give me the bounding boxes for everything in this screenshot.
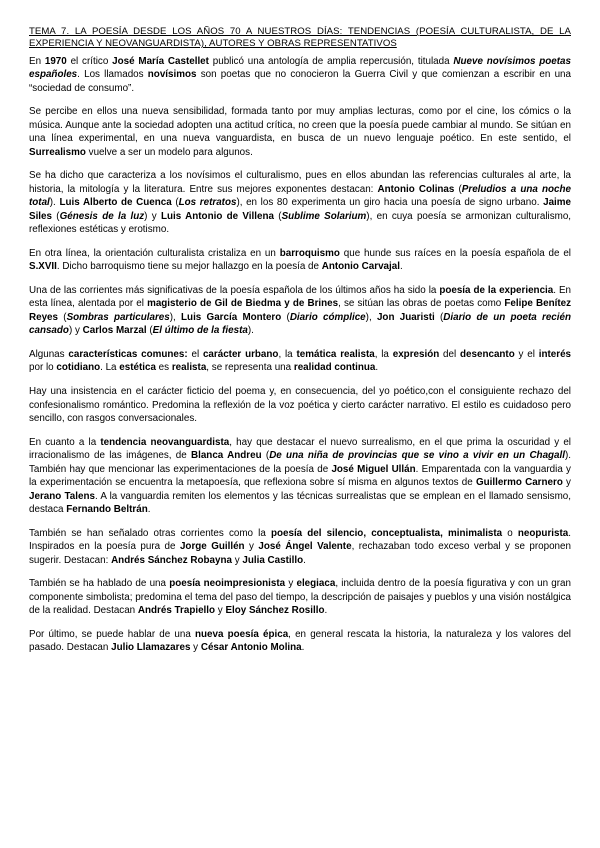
emphasized-text: Los retratos [178, 197, 237, 209]
text-run: del [439, 349, 461, 361]
emphasized-text: Luis Antonio de Villena [160, 210, 274, 222]
emphasized-text: realidad continua [293, 362, 376, 374]
emphasized-text: novísimos [147, 69, 197, 81]
emphasized-text: Génesis de la luz [59, 210, 145, 222]
text-run: , se sitúan las obras de poetas como [338, 298, 505, 310]
text-run: ( [171, 197, 179, 209]
emphasized-text: Sombras particulares [66, 311, 170, 323]
emphasized-text: interés [538, 349, 572, 361]
text-run: ) y [144, 210, 161, 222]
text-run: Hay una insistencia en el carácter ficticio del poema y, en consecuencia, del yo poético,con el consiguiente rechazo del confesionalismo romántico. Predomina la reflexión de la voz poética y cierto carácter narrativo. El estilo es cuidadoso pero sencillo, con rasgos conversacionales. [29, 386, 571, 425]
text-run: Algunas [29, 349, 69, 361]
text-run: que hunde sus raíces en la poesía española de el [339, 247, 571, 259]
emphasized-text: poesía de la experiencia [439, 285, 554, 297]
text-run: ), [169, 311, 182, 323]
text-run: . [147, 503, 151, 515]
text-run: Por último, se puede hablar de una [29, 628, 196, 640]
emphasized-text: Surrealismo [29, 146, 86, 158]
emphasized-text: Fernando Beltrán [66, 503, 148, 515]
emphasized-text: Antonio Colinas [377, 183, 455, 195]
emphasized-text: tendencia neovanguardista [100, 436, 230, 448]
emphasized-text: Diario cómplice [289, 311, 366, 323]
text-run: . La [100, 362, 120, 374]
emphasized-text: magisterio de Gil de Biedma y de Brines [147, 298, 339, 310]
emphasized-text: Luis García Montero [181, 311, 282, 323]
text-run: , se representa una [206, 362, 294, 374]
text-run: En [29, 55, 45, 67]
text-run: y [562, 477, 571, 489]
text-run: vuelve a ser un modelo para algunos. [85, 146, 253, 158]
emphasized-text: Guillermo Carnero [475, 477, 563, 489]
text-run: y el [514, 349, 539, 361]
document-heading: TEMA 7. LA POESÍA DESDE LOS AÑOS 70 A NUESTROS DÍAS: TENDENCIAS (POESÍA CULTURALISTA, DE LA EXPERIENCIA Y NEOVANGUARDISTA), AUTORES Y OBRAS REPRESENTATIVOS [29, 26, 571, 50]
text-run: . A la vanguardia remiten los elementos y las técnicas surrealistas que se emplean en el llamado sensismo, destaca [29, 490, 571, 515]
emphasized-text: temática realista [296, 349, 375, 361]
paragraph-9 [29, 527, 571, 567]
text-run: ( [273, 210, 282, 222]
text-run: es [155, 362, 172, 374]
emphasized-text: De una niña de provincias que se vino a vivir en un Chagall [269, 450, 565, 462]
text-run: o [502, 527, 518, 539]
paragraph-10 [29, 577, 571, 617]
text-run: por lo [29, 362, 57, 374]
text-run: . Dicho barroquismo tiene su mejor hallazgo en la poesía de [56, 261, 322, 273]
text-run: ( [146, 325, 153, 337]
emphasized-text: estética [119, 362, 156, 374]
emphasized-text: Blanca Andreu [190, 450, 262, 462]
paragraph-5 [29, 284, 571, 338]
text-run: , en general rescata la historia, la naturaleza y los valores del pasado. Destacan [29, 628, 571, 654]
emphasized-text: expresión [392, 349, 440, 361]
text-run: También se han señalado otras corrientes como la [29, 527, 271, 539]
text-run: ( [434, 311, 444, 323]
paragraph-11 [29, 628, 571, 655]
emphasized-text: poesía del silencio, conceptualista, minimalista [270, 527, 503, 539]
emphasized-text: Andrés Sánchez Robayna [111, 554, 232, 566]
emphasized-text: Carlos Marzal [82, 325, 147, 337]
text-run: . [301, 642, 305, 654]
emphasized-text: Jerano Talens [29, 490, 95, 502]
text-run: , incluida dentro de la poesía figurativa y con un gran componente simbolista; predomina el tema del paso del tiempo, la descripción de paisajes y pueblos y una visión nostálgica de la realidad. Destacan [29, 578, 571, 617]
text-run: y [244, 541, 259, 553]
text-run: , la [374, 349, 393, 361]
emphasized-text: Andrés Trapiello [137, 605, 216, 617]
emphasized-text: Julia Castillo [242, 554, 304, 566]
text-run: . [375, 362, 379, 374]
text-run: . Inspirados en la poesía pura de [29, 527, 571, 553]
text-run: ), en cuya poesía se armonizan culturalismo, reflexiones estéticas y erotismo. [29, 210, 572, 236]
emphasized-text: José Miguel Ullán [331, 463, 416, 475]
text-run: publicó una antología de amplia repercusión, titulada [208, 55, 454, 67]
emphasized-text: Jaime Siles [29, 197, 572, 222]
text-run: ( [454, 183, 462, 195]
emphasized-text: carácter urbano [202, 349, 279, 361]
text-run: el crítico [66, 55, 113, 67]
text-run: ). [247, 325, 254, 337]
text-run: Se ha dicho que caracteriza a los novísimos el culturalismo, pues en ellos abundan las referencias culturales al arte, la historia, la mitología y la literatura. Entre sus mejores exponentes destacan: [29, 170, 571, 195]
emphasized-text: S.XVII [29, 261, 57, 273]
text-run: ). También hay que mencionar las experimentaciones de la poesía de [29, 450, 572, 475]
text-run: y [190, 642, 201, 654]
text-run: ), [365, 311, 377, 323]
paragraph-6 [29, 348, 571, 375]
emphasized-text: nueva poesía épica [195, 628, 289, 640]
document-body [29, 55, 571, 655]
emphasized-text: Preludios a una noche total [29, 183, 571, 209]
paragraph-7 [29, 385, 571, 425]
text-run: ) y [68, 325, 83, 337]
text-run: y [285, 578, 297, 590]
text-run: ( [58, 311, 67, 323]
text-run: . [399, 261, 403, 273]
emphasized-text: Nueve novísimos poetas españoles [29, 55, 572, 81]
emphasized-text: Antonio Carvajal [321, 261, 400, 273]
text-run: Una de las corrientes más significativas de la poesía española de los últimos años ha sido la [29, 285, 440, 297]
text-run: . En esta línea, alentada por el [29, 285, 571, 310]
text-run: , rechazaban todo exceso verbal y se proponen sugerir. Destacan: [29, 541, 571, 566]
paragraph-4 [29, 247, 571, 274]
emphasized-text: José Ángel Valente [258, 541, 352, 553]
paragraph-3 [29, 169, 571, 236]
text-run: También se ha hablado de una [29, 578, 170, 590]
text-run: . [303, 554, 306, 566]
text-run: Se percibe en ellos una nueva sensibilidad, formada tanto por muy amplias lecturas, como por el cine, los cómics o la música. Aunque ante la sociedad adopten una actitud crítica, no creen que la poesía puede cambiar al mundo. Se sitúan en una línea experimental, en una nueva vanguardista, en busca de un nuevo lenguaje poético. En este sentido, el [29, 106, 571, 145]
emphasized-text: Sublime Solarium [281, 210, 367, 222]
emphasized-text: realista [171, 362, 207, 374]
text-run: y [215, 605, 226, 617]
text-run: ). [49, 197, 60, 209]
emphasized-text: Jon Juaristi [376, 311, 435, 323]
emphasized-text: Julio Llamazares [111, 642, 191, 654]
text-run: ( [281, 311, 290, 323]
emphasized-text: Eloy Sánchez Rosillo [225, 605, 325, 617]
paragraph-1 [29, 55, 571, 95]
text-run: , hay que destacar el nuevo surrealismo, en el que prima la oscuridad y el irracionalismo de las imágenes, de [29, 436, 571, 462]
text-run: ), en los 80 experimenta un giro hacia una poesía de signo urbano. [236, 197, 544, 209]
emphasized-text: 1970 [44, 55, 67, 67]
text-run: ( [52, 210, 60, 222]
emphasized-text: elegiaca [296, 578, 336, 590]
paragraph-2 [29, 105, 571, 159]
text-run: y [231, 554, 243, 566]
emphasized-text: Luis Alberto de Cuenca [59, 197, 172, 209]
emphasized-text: César Antonio Molina [200, 642, 302, 654]
emphasized-text: Felipe Benítez Reyes [29, 298, 571, 323]
emphasized-text: desencanto [460, 349, 515, 361]
text-run: ( [261, 450, 270, 462]
emphasized-text: características comunes: [68, 349, 188, 361]
emphasized-text: Diario de un poeta recién cansado [29, 311, 571, 337]
text-run: . [324, 605, 328, 617]
text-run: . Los llamados [77, 69, 148, 81]
text-run: el [187, 349, 203, 361]
emphasized-text: El último de la fiesta [152, 325, 248, 337]
emphasized-text: Jorge Guillén [179, 541, 245, 553]
emphasized-text: barroquismo [279, 247, 340, 259]
emphasized-text: cotidiano [56, 362, 101, 374]
emphasized-text: José María Castellet [112, 55, 209, 67]
text-run: , la [278, 349, 297, 361]
paragraph-8 [29, 436, 571, 516]
text-run: En cuanto a la [29, 436, 101, 448]
text-run: son poetas que no conocieron la Guerra Civil y que comienzan a escribir en una “sociedad de consumo”. [29, 69, 571, 94]
emphasized-text: poesía neoimpresionista [169, 578, 286, 590]
emphasized-text: neopurista [517, 527, 569, 539]
text-run: En otra línea, la orientación culturalista cristaliza en un [29, 247, 280, 259]
text-run: . Emparentada con la vanguardia y la experimentación se encuentra la metapoesía, que reflexiona sobre sí misma en algunos textos de [29, 463, 571, 489]
